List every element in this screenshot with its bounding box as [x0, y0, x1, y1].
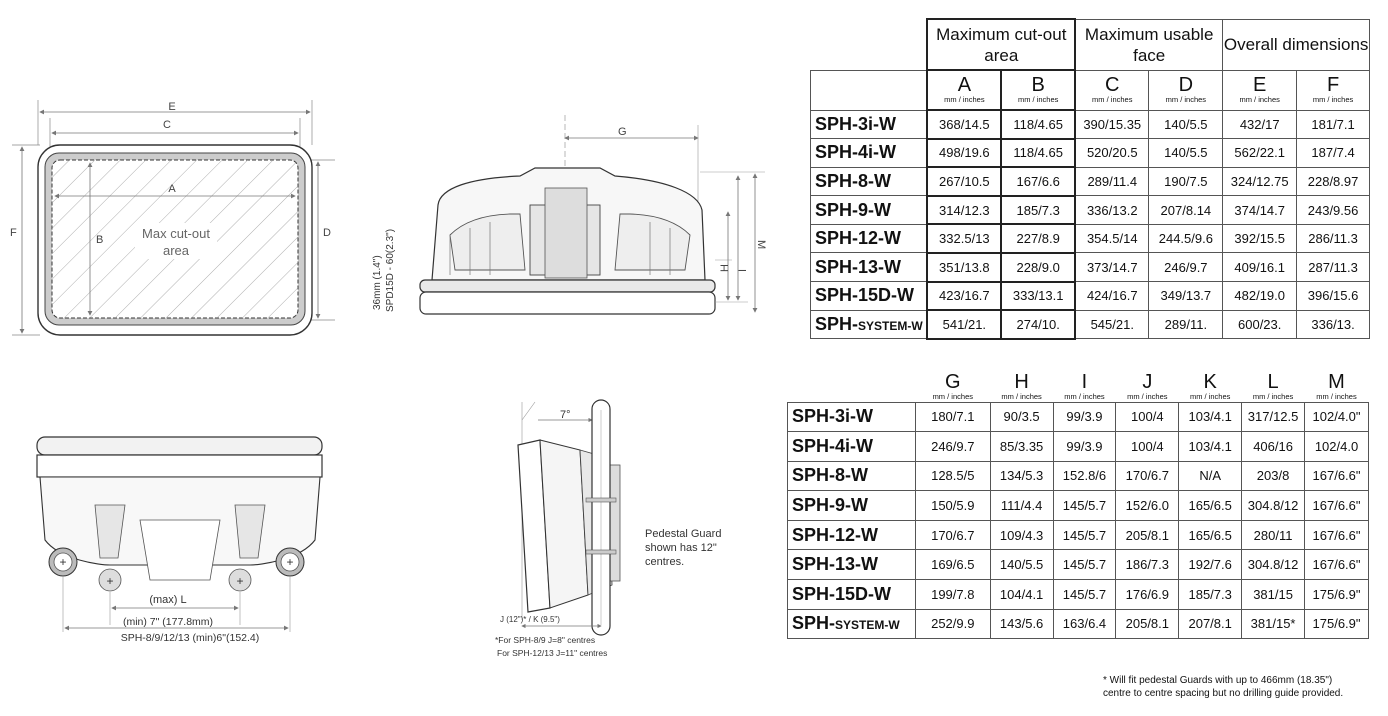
cell-d: 349/13.7 [1149, 282, 1223, 311]
cell-k: 103/4.1 [1179, 402, 1242, 432]
cell-i: 145/5.7 [1053, 580, 1116, 610]
cut-out-label-line2: area [162, 243, 190, 258]
cell-f: 287/11.3 [1297, 253, 1370, 282]
model-name: SPH-15D-W [811, 282, 928, 311]
cell-b: 227/8.9 [1001, 224, 1075, 253]
cell-l: 304.8/12 [1242, 550, 1305, 580]
cell-k: 165/6.5 [1179, 520, 1242, 550]
guard-note-2: shown has 12" [645, 542, 717, 554]
max-l-label: (max) L [149, 594, 187, 606]
cell-a: 368/14.5 [927, 110, 1001, 139]
bracket-front-diagram [0, 370, 360, 660]
cell-e: 392/15.5 [1223, 224, 1297, 253]
dimensions-table-2 [787, 368, 1369, 639]
table-row [788, 432, 1369, 462]
column-letter: B [1031, 74, 1045, 96]
cell-i: 145/5.7 [1053, 520, 1116, 550]
cell-f: 187/7.4 [1297, 139, 1370, 168]
cell-k: 185/7.3 [1179, 580, 1242, 610]
table-row [811, 196, 1370, 225]
cell-h: 85/3.35 [990, 432, 1053, 462]
cell-b: 333/13.1 [1001, 282, 1075, 311]
svg-text:+: + [236, 574, 244, 588]
jk-footnote-1: *For SPH-8/9 J=8" centres [495, 635, 596, 645]
cell-d: 207/8.14 [1149, 196, 1223, 225]
cell-l: 280/11 [1242, 520, 1305, 550]
front-outline-diagram [0, 0, 360, 350]
footnote [1103, 674, 1343, 700]
cell-e: 482/19.0 [1223, 282, 1297, 311]
cell-g: 180/7.1 [915, 402, 990, 432]
min-spacing-label: (min) 7" (177.8mm) [122, 616, 214, 628]
cell-j: 170/6.7 [1116, 461, 1179, 491]
cell-a: 314/12.3 [927, 196, 1001, 225]
cell-f: 228/8.97 [1297, 167, 1370, 196]
cell-f: 243/9.56 [1297, 196, 1370, 225]
svg-text:+: + [286, 555, 294, 569]
model-name: SPH-9-W [788, 491, 916, 521]
svg-text:+: + [59, 555, 67, 569]
column-header-j [1116, 368, 1179, 402]
svg-text:+: + [106, 574, 114, 588]
cell-a: 498/19.6 [927, 139, 1001, 168]
model-name [811, 310, 928, 339]
group-header-overall: Overall dimensions [1223, 19, 1370, 70]
column-unit: mm / inches [1064, 392, 1105, 401]
cell-h: 134/5.3 [990, 461, 1053, 491]
guard-note-3: centres. [645, 556, 685, 568]
model-name: SPH-8-W [788, 461, 916, 491]
table-row [811, 253, 1370, 282]
label-g: G [618, 126, 627, 138]
cell-d: 244.5/9.6 [1149, 224, 1223, 253]
tilt-angle-label: 7° [560, 409, 571, 421]
column-header-i [1053, 368, 1116, 402]
cell-c: 289/11.4 [1075, 167, 1149, 196]
cell-a: 351/13.8 [927, 253, 1001, 282]
column-unit: mm / inches [1239, 94, 1280, 104]
column-header-a [927, 70, 1001, 110]
model-name: SPH-15D-W [788, 580, 916, 610]
column-letter: M [1328, 371, 1345, 393]
column-unit: mm / inches [1127, 392, 1168, 401]
model-name [788, 609, 916, 639]
cell-a: 267/10.5 [927, 167, 1001, 196]
cell-d: 190/7.5 [1149, 167, 1223, 196]
cell-c: 373/14.7 [1075, 253, 1149, 282]
column-letter: A [957, 74, 972, 96]
cell-j: 100/4 [1116, 402, 1179, 432]
table-row [788, 461, 1369, 491]
model-name: SPH-9-W [811, 196, 928, 225]
cell-b: 118/4.65 [1001, 110, 1075, 139]
column-letter: E [1253, 73, 1267, 96]
cell-m: 102/4.0" [1305, 402, 1369, 432]
cell-m: 102/4.0 [1305, 432, 1369, 462]
column-letter: J [1142, 371, 1153, 393]
cell-f: 286/11.3 [1297, 224, 1370, 253]
label-b: B [96, 234, 104, 246]
table-row [811, 167, 1370, 196]
column-header-l [1242, 368, 1305, 402]
cell-m: 167/6.6" [1305, 491, 1369, 521]
cut-out-label-line1: Max cut-out [142, 226, 210, 241]
column-unit: mm / inches [1165, 94, 1207, 104]
table-row [811, 110, 1370, 139]
cell-b: 274/10. [1001, 310, 1075, 339]
model-suffix: SYSTEM-W [858, 318, 923, 333]
column-unit: mm / inches [1312, 94, 1354, 104]
cell-g: 246/9.7 [915, 432, 990, 462]
column-unit: mm / inches [1252, 392, 1294, 401]
column-unit: mm / inches [932, 392, 973, 401]
column-header-g [915, 368, 990, 402]
model-name: SPH-13-W [811, 253, 928, 282]
cell-m: 175/6.9" [1305, 580, 1369, 610]
column-header-c [1075, 70, 1149, 110]
cell-j: 205/8.1 [1116, 520, 1179, 550]
cell-g: 199/7.8 [915, 580, 990, 610]
cell-j: 152/6.0 [1116, 491, 1179, 521]
table-row [788, 491, 1369, 521]
column-unit: mm / inches [1092, 94, 1133, 104]
cell-i: 99/3.9 [1053, 402, 1116, 432]
cell-e: 432/17 [1223, 110, 1297, 139]
cell-c: 545/21. [1075, 310, 1149, 339]
cell-d: 246/9.7 [1149, 253, 1223, 282]
cell-e: 562/22.1 [1223, 139, 1297, 168]
cell-h: 90/3.5 [990, 402, 1053, 432]
model-name: SPH-8-W [811, 167, 928, 196]
cell-f: 396/15.6 [1297, 282, 1370, 311]
cell-k: 192/7.6 [1179, 550, 1242, 580]
cell-l: 317/12.5 [1242, 402, 1305, 432]
cell-l: 381/15 [1242, 580, 1305, 610]
table-row [788, 580, 1369, 610]
model-name: SPH-12-W [788, 520, 916, 550]
column-letter: I [1081, 371, 1088, 393]
model-name: SPH-3i-W [788, 402, 916, 432]
cell-j: 176/6.9 [1116, 580, 1179, 610]
label-i: I [737, 268, 749, 272]
cell-c: 354.5/14 [1075, 224, 1149, 253]
label-d: D [323, 227, 331, 239]
column-letter: H [1014, 371, 1029, 393]
unit-top-bezel [37, 437, 322, 455]
table-row [811, 139, 1370, 168]
label-c: C [163, 119, 171, 131]
model-suffix: SYSTEM-W [835, 618, 900, 633]
cell-d: 140/5.5 [1149, 110, 1223, 139]
cell-m: 167/6.6" [1305, 550, 1369, 580]
cell-h: 104/4.1 [990, 580, 1053, 610]
footnote-line-2: centre to centre spacing but no drilling guide provided. [1103, 688, 1344, 699]
label-h: H [719, 264, 731, 272]
column-header-m [1305, 368, 1369, 402]
column-unit: mm / inches [1189, 392, 1231, 401]
cell-g: 150/5.9 [915, 491, 990, 521]
label-e: E [168, 101, 176, 113]
jk-footnote-2: For SPH-12/13 J=11" centres [497, 648, 608, 658]
cell-c: 336/13.2 [1075, 196, 1149, 225]
model-prefix: SPH- [815, 313, 859, 334]
cell-e: 374/14.7 [1223, 196, 1297, 225]
table-row [788, 520, 1369, 550]
jk-label: J (12")* / K (9.5") [500, 615, 560, 624]
dimensions-table-1 [810, 18, 1370, 340]
column-unit: mm / inches [944, 95, 985, 104]
cell-k: 103/4.1 [1179, 432, 1242, 462]
cell-g: 169/6.5 [915, 550, 990, 580]
cell-j: 100/4 [1116, 432, 1179, 462]
cell-m: 167/6.6" [1305, 520, 1369, 550]
table-row [788, 402, 1369, 432]
model-name: SPH-3i-W [811, 110, 928, 139]
cell-k: N/A [1179, 461, 1242, 491]
column-unit: mm / inches [1316, 392, 1357, 401]
unit-side-bezel [420, 280, 715, 292]
column-letter: F [1326, 73, 1340, 96]
cell-d: 140/5.5 [1149, 139, 1223, 168]
cell-e: 600/23. [1223, 310, 1297, 339]
label-a: A [168, 183, 176, 195]
footnote-line-1: * Will fit pedestal Guards with up to 466mm (18.35") [1103, 675, 1333, 686]
height-note-2: SPD15D - 60(2.3") [385, 228, 396, 312]
cell-g: 128.5/5 [915, 461, 990, 491]
cell-b: 185/7.3 [1001, 196, 1075, 225]
cell-i: 163/6.4 [1053, 609, 1116, 639]
cell-h: 143/5.6 [990, 609, 1053, 639]
table-row [788, 550, 1369, 580]
group-header-usable-face: Maximum usable face [1075, 19, 1223, 70]
column-header-f [1297, 70, 1370, 110]
cell-a: 332.5/13 [927, 224, 1001, 253]
cell-k: 207/8.1 [1179, 609, 1242, 639]
min-spacing-label-alt: SPH-8/9/12/13 (min)6"(152.4) [120, 632, 260, 644]
column-letter: D [1178, 73, 1194, 96]
table-row [811, 310, 1370, 339]
cell-j: 186/7.3 [1116, 550, 1179, 580]
model-name: SPH-4i-W [788, 432, 916, 462]
cell-a: 423/16.7 [927, 282, 1001, 311]
cell-a: 541/21. [927, 310, 1001, 339]
cell-g: 252/9.9 [915, 609, 990, 639]
column-letter: K [1203, 371, 1217, 393]
cell-c: 520/20.5 [1075, 139, 1149, 168]
pedestal-guard-diagram [480, 380, 780, 670]
cell-e: 409/16.1 [1223, 253, 1297, 282]
label-f: F [10, 227, 17, 239]
cell-l: 304.8/12 [1242, 491, 1305, 521]
cell-c: 390/15.35 [1075, 110, 1149, 139]
cell-m: 175/6.9" [1305, 609, 1369, 639]
height-note-1: 36mm (1.4") [372, 255, 383, 310]
cell-e: 324/12.75 [1223, 167, 1297, 196]
model-name: SPH-4i-W [811, 139, 928, 168]
cell-f: 336/13. [1297, 310, 1370, 339]
cell-c: 424/16.7 [1075, 282, 1149, 311]
cell-l: 203/8 [1242, 461, 1305, 491]
cell-g: 170/6.7 [915, 520, 990, 550]
cell-h: 140/5.5 [990, 550, 1053, 580]
table-row [788, 609, 1369, 639]
table-row [811, 282, 1370, 311]
cell-j: 205/8.1 [1116, 609, 1179, 639]
cell-b: 118/4.65 [1001, 139, 1075, 168]
cell-d: 289/11. [1149, 310, 1223, 339]
cell-b: 167/6.6 [1001, 167, 1075, 196]
column-header-k [1179, 368, 1242, 402]
model-name: SPH-12-W [811, 224, 928, 253]
cell-i: 145/5.7 [1053, 491, 1116, 521]
model-name: SPH-13-W [788, 550, 916, 580]
side-profile-diagram [360, 0, 790, 350]
column-letter: L [1267, 371, 1279, 393]
cell-b: 228/9.0 [1001, 253, 1075, 282]
cell-i: 152.8/6 [1053, 461, 1116, 491]
table-row [811, 224, 1370, 253]
cell-f: 181/7.1 [1297, 110, 1370, 139]
cell-h: 109/4.3 [990, 520, 1053, 550]
column-header-d [1149, 70, 1223, 110]
cell-m: 167/6.6" [1305, 461, 1369, 491]
group-header-cutout: Maximum cut-out area [927, 19, 1075, 70]
column-unit: mm / inches [1017, 95, 1059, 104]
column-header-b [1001, 70, 1075, 110]
column-header-e [1223, 70, 1297, 110]
cell-l: 381/15* [1242, 609, 1305, 639]
column-letter: G [945, 371, 961, 393]
guard-note-1: Pedestal Guard [645, 528, 722, 540]
column-unit: mm / inches [1001, 392, 1042, 401]
column-letter: C [1105, 73, 1120, 96]
model-prefix: SPH- [792, 613, 836, 634]
cell-i: 145/5.7 [1053, 550, 1116, 580]
column-header-h [990, 368, 1053, 402]
cell-l: 406/16 [1242, 432, 1305, 462]
label-m: M [755, 240, 767, 250]
cell-k: 165/6.5 [1179, 491, 1242, 521]
cell-h: 111/4.4 [990, 491, 1053, 521]
cell-i: 99/3.9 [1053, 432, 1116, 462]
